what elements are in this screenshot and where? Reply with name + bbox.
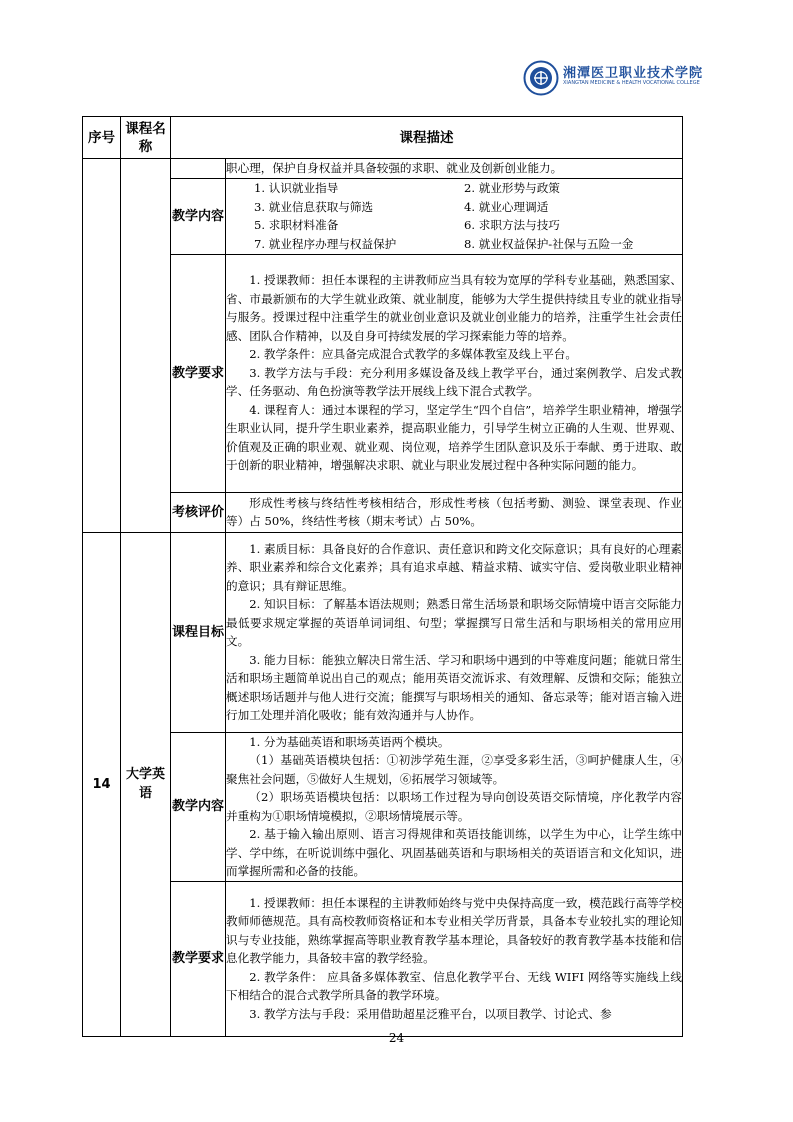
table-header-row [83,117,683,159]
continuation-text: 职心理，保护自身权益并具备较强的求职、就业及创新创业能力。 [226,159,683,179]
requirement-paragraph: 1. 授课教师：担任本课程的主讲教师应当具有较为宽厚的学科专业基础，熟悉国家、省、市最新颁布的大学生就业政策、就业制度，能够为大学生提供持续且专业的就业指导与服务。授课过程中注重学生的就业创业意识及就业创业能力的培养，注重学生社会责任感、团队合作精神，以及自身可持续发展的学习探索能力等的培养。 [226,273,682,343]
goal-paragraph: 3. 能力目标：能独立解决日常生活、学习和职场中遇到的中等难度问题；能就日常生活和职场主题简单说出自己的观点；能用英语交流诉求、有效理解、反馈和交际；能独立概述职场话题并与他人进行交流；能撰写与职场相关的通知、备忘录等；能对语言输入进行加工处理并消化吸收；能有效沟通并与人协作。 [226,652,682,722]
college-name-en: XIANGTAN MEDICINE & HEALTH VOCATIONAL COLLEGE [563,80,700,86]
col-header-description: 课程描述 [171,117,683,159]
requirement-paragraph: 3. 教学方法与手段：充分利用多媒设备及线上教学平台，通过案例教学、启发式教学、任务驱动、角色扮演等教学法开展线上线下混合式教学。 [226,365,682,399]
course-goals-cell [226,532,683,732]
content-item-list [226,179,682,253]
list-item: 3. 就业信息获取与筛选 [254,199,374,214]
requirement-paragraph: 4. 课程育人：通过本课程的学习，坚定学生“四个自信”，培养学生职业精神，增强学生职业认同，提升学生职业素养，提高职业能力，引导学生树立正确的人生观、世界观、价值观及正确的职业观、就业观、岗位观，培养学生团队意识及乐于奉献、勇于进取、敢于创新的职业精神，增强解决求职、就业与职业发展过程中各种实际问题的能力。 [226,402,682,473]
content-paragraph: （2）职场英语模块包括：以职场工作过程为导向创设英语交际情境，序化教学内容并重构为①职场情境模拟，②职场情境展示等。 [226,790,682,823]
label-assessment: 考核评价 [171,492,226,532]
assessment-cell [226,492,683,532]
table-row [83,159,683,179]
row-number-cell [83,159,121,533]
goal-paragraph: 2. 知识目标：了解基本语法规则；熟悉日常生活场景和职场交际情境中语言交际能力最低要求规定掌握的英语单词词组、句型；掌握撰写日常生活和与职场相关的常用应用文。 [226,597,682,648]
english-requirements-cell [226,881,683,1036]
list-item: 6. 求职方法与技巧 [464,218,560,232]
goal-paragraph: 1. 素质目标：具备良好的合作意识、责任意识和跨文化交际意识；具有良好的心理素养、职业素养和综合文化素养；具有追求卓越、精益求精、诚实守信、爱岗敬业职业精神的意识；具有辩证思维。 [226,541,682,593]
requirement-paragraph: 3. 教学方法与手段：采用借助超星泛雅平台，以项目教学、讨论式、参 [249,1006,612,1021]
content-paragraph: （1）基础英语模块包括：①初涉学苑生涯，②享受多彩生活，③呵护健康人生，④聚焦社会问题，⑤做好人生规划，⑥拓展学习领域等。 [226,753,682,786]
list-item: 2. 就业形势与政策 [464,181,560,195]
course-table [82,116,683,1037]
table-row [83,254,683,492]
course-number: 14 [83,532,121,1036]
requirement-paragraph: 1. 授课教师：担任本课程的主讲教师始终与党中央保持高度一致，模范践行高等学校教师师德规范。具有高校教师资格证和本专业相关学历背景，具备本专业较扎实的理论知识与专业技能，熟练掌握高等职业教育教学基本理论，具备较好的教育教学基本技能和信息化教学能力，具备较丰富的教学经验。 [226,895,682,966]
label-teaching-requirements: 教学要求 [171,254,226,492]
college-logo [523,58,704,98]
label-english-content: 教学内容 [171,732,226,881]
teaching-requirements-cell [226,254,683,492]
requirement-paragraph: 2. 教学条件： 应具备多媒体教室、信息化教学平台、无线 WIFI 网络等实施线上线下相结合的混合式教学所具备的教学环境。 [226,969,682,1003]
teaching-content-cell [226,178,683,254]
row-course-cell [121,159,171,533]
label-course-goals: 课程目标 [171,532,226,732]
list-item: 5. 求职材料准备 [254,218,339,232]
content-paragraph: 2. 基于输入输出原则、语言习得规律和英语技能训练，以学生为中心，让学生练中学、学中练，在听说训练中强化、巩固基础英语和与职场相关的英语语言和文化知识，进而掌握所需和必备的技能。 [226,827,682,878]
list-item: 8. 就业权益保护-社保与五险一金 [464,236,634,251]
label-cell-empty [171,159,226,179]
label-teaching-content: 教学内容 [171,178,226,254]
list-item: 1. 认识就业指导 [254,181,339,195]
content-paragraph: 1. 分为基础英语和职场英语两个模块。 [249,734,450,749]
label-english-requirements: 教学要求 [171,881,226,1036]
table-row [83,178,683,254]
table-row [83,492,683,532]
page-number: 24 [388,1031,405,1045]
requirement-paragraph: 2. 教学条件：应具备完成混合式教学的多媒体教室及线上平台。 [249,347,577,362]
list-item: 4. 就业心理调适 [464,199,549,214]
english-content-cell [226,732,683,881]
table-row [83,732,683,881]
table-row [83,881,683,1036]
assessment-text: 形成性考核与终结性考核相结合，形成性考核（包括考勤、测验、课堂表现、作业等）占 50%，终结性考核（期末考试）占 50%。 [226,495,682,528]
col-header-number: 序号 [83,117,121,159]
course-name: 大学英语 [121,532,171,1036]
college-name: 湘潭医卫职业技术学院 [563,66,704,81]
table-row [83,532,683,732]
col-header-course-name: 课程名称 [121,117,171,159]
college-emblem-icon [523,60,559,96]
list-item: 7. 就业程序办理与权益保护 [254,236,397,251]
